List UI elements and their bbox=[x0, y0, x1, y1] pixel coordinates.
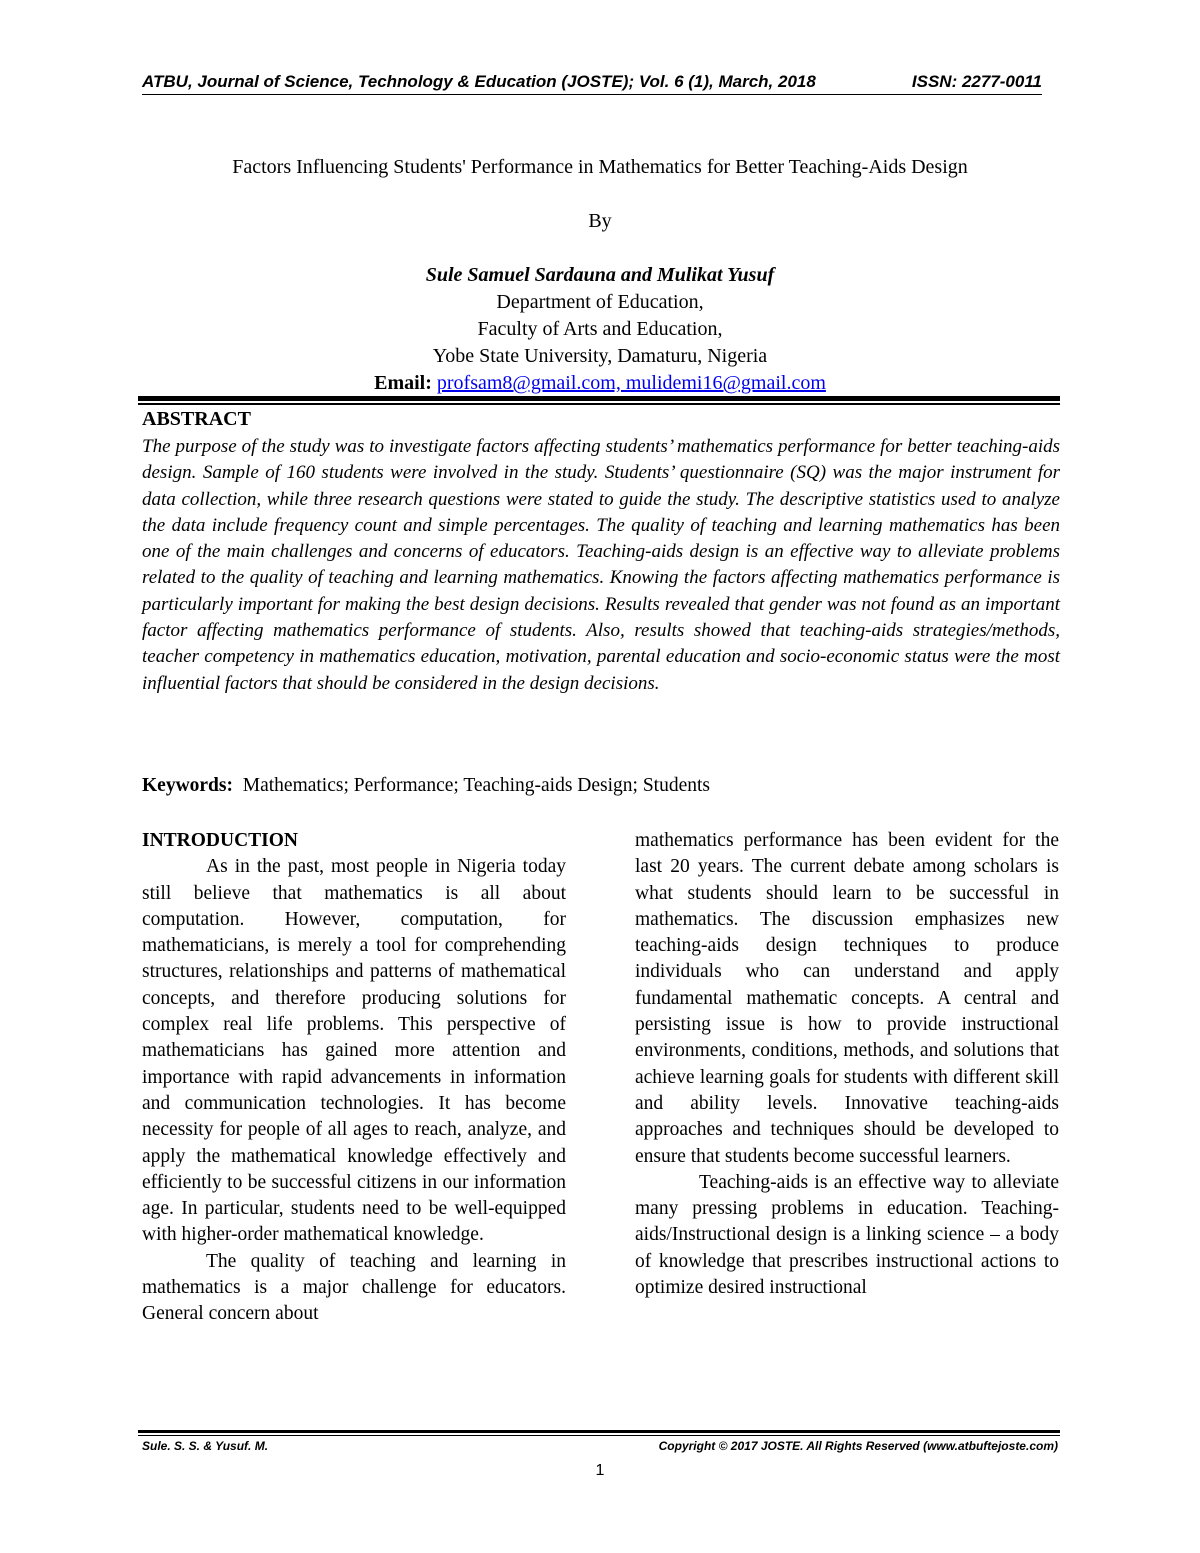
department: Department of Education, bbox=[496, 291, 704, 313]
by-line: By bbox=[588, 210, 612, 232]
running-header bbox=[142, 72, 1042, 94]
intro-paragraph-continued: mathematics performance has been evident for the last 20 years. The current debate among scholars is what students should learn to be successful in mathematics. The discussion emphasizes new teaching-aids design techniques to produce individuals who can understand and apply fundamental mathematic concepts. A central and persisting issue is how to provide instructional environments, conditions, methods, and solutions that achieve learning goals for students with different skill and ability levels. Innovative teaching-aids approaches and techniques should be developed to ensure that students become successful learners. bbox=[635, 830, 1059, 1167]
email-label: Email: bbox=[374, 372, 432, 394]
author-names: Sule Samuel Sardauna and Mulikat Yusuf bbox=[425, 264, 775, 286]
paper-title: Factors Influencing Students' Performance in Mathematics for Better Teaching-Aids Design bbox=[232, 156, 968, 178]
abstract-text: The purpose of the study was to investigate factors affecting students’ mathematics performance for better teaching-aids design. Sample of 160 students were involved in the study. Students’ questionnaire (SQ) was the major instrument for data collection, while three research questions were stated to guide the study. The descriptive statistics used to analyze the data include frequency count and simple percentages. The quality of teaching and learning mathematics has been one of the main challenges and concerns of educators. Teaching-aids design is an effective way to alleviate problems related to the quality of teaching and learning mathematics. Knowing the factors affecting mathematics performance is particularly important for making the best design decisions. Results revealed that gender was not found as an important factor affecting mathematics performance of students. Also, results showed that teaching-aids strategies/methods, teacher competency in mathematics education, motivation, parental education and socio-economic status were the most influential factors that should be considered in the design decisions. bbox=[142, 436, 1060, 694]
footer-rule-thick bbox=[138, 1430, 1060, 1433]
abstract-rule-thick bbox=[138, 396, 1060, 401]
email-line bbox=[0, 370, 1200, 397]
introduction-heading: INTRODUCTION bbox=[142, 830, 299, 851]
keywords-label: Keywords: bbox=[142, 775, 233, 796]
header-rule bbox=[142, 94, 1042, 95]
keywords-text: Mathematics; Performance; Teaching-aids Design; Students bbox=[242, 775, 710, 796]
intro-paragraph-3: Teaching-aids is an effective way to alleviate many pressing problems in education. Teaching-aids/Instructional design is a linking science – a body of knowledge that prescribes instructional actions to optimize desired instructional bbox=[635, 1171, 1059, 1299]
faculty: Faculty of Arts and Education, bbox=[477, 318, 723, 340]
footer-authors: Sule. S. S. & Yusuf. M. bbox=[142, 1439, 269, 1453]
intro-paragraph-2: The quality of teaching and learning in mathematics is a major challenge for educators. General concern about bbox=[142, 1250, 566, 1325]
university: Yobe State University, Damaturu, Nigeria bbox=[432, 345, 768, 367]
author-block bbox=[0, 262, 1200, 397]
footer-rule-thin bbox=[138, 1435, 1060, 1436]
page-number: 1 bbox=[595, 1462, 605, 1479]
abstract-rule-thin bbox=[138, 403, 1060, 405]
intro-paragraph-1: As in the past, most people in Nigeria today still believe that mathematics is all about computation. However, computation, for mathematicians, is merely a tool for comprehending structures, relationships and patterns of mathematical concepts, and therefore producing solutions for complex real life problems. This perspective of mathematicians has gained more attention and importance with rapid advancements in information and communication technologies. It has become necessity for people of all ages to reach, analyze, and apply the mathematical knowledge effectively and efficiently to be successful citizens in our information age. In particular, students need to be well-equipped with higher-order mathematical knowledge. bbox=[142, 856, 566, 1246]
email-links[interactable]: profsam8@gmail.com, mulidemi16@gmail.com bbox=[436, 372, 826, 394]
right-column bbox=[635, 828, 1059, 1301]
keywords-line bbox=[142, 775, 710, 797]
abstract-heading: ABSTRACT bbox=[142, 408, 251, 430]
left-column bbox=[142, 828, 566, 1328]
footer-copyright: Copyright © 2017 JOSTE. All Rights Reserved (www.atbuftejoste.com) bbox=[658, 1439, 1058, 1453]
journal-citation: ATBU, Journal of Science, Technology & Education (JOSTE); Vol. 6 (1), March, 2018 bbox=[142, 72, 816, 91]
issn: ISSN: 2277-0011 bbox=[911, 72, 1042, 91]
